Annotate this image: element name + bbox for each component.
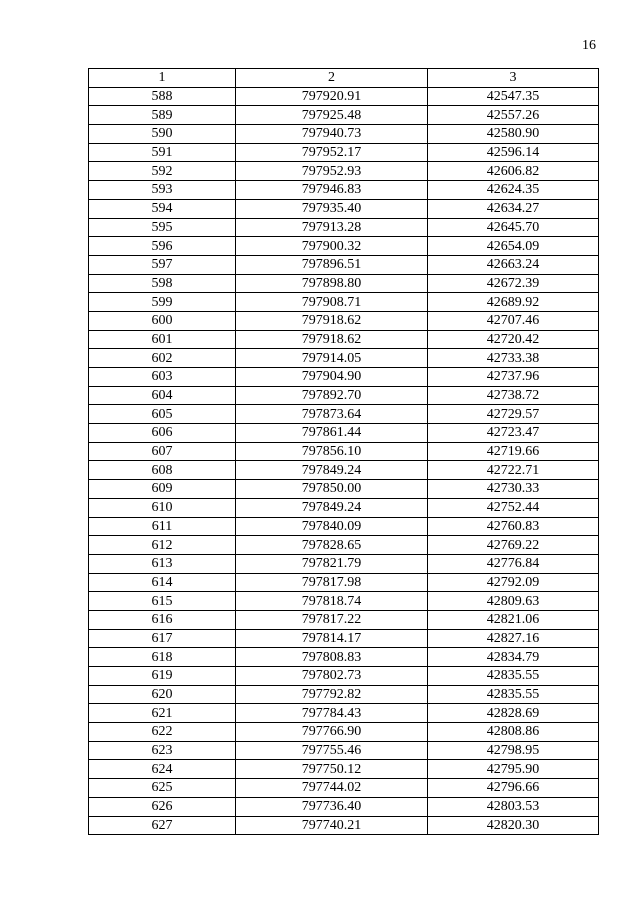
x-coordinate-cell: 797896.51: [236, 255, 428, 274]
x-coordinate-cell: 797850.00: [236, 480, 428, 499]
table-row: [89, 629, 599, 648]
point-number-cell: 593: [89, 181, 236, 200]
table-row: [89, 181, 599, 200]
point-number-cell: 595: [89, 218, 236, 237]
y-coordinate-cell: 42580.90: [428, 125, 599, 144]
x-coordinate-cell: 797814.17: [236, 629, 428, 648]
y-coordinate-cell: 42547.35: [428, 87, 599, 106]
point-number-cell: 610: [89, 498, 236, 517]
point-number-cell: 614: [89, 573, 236, 592]
point-number-cell: 604: [89, 386, 236, 405]
x-coordinate-cell: 797946.83: [236, 181, 428, 200]
y-coordinate-cell: 42835.55: [428, 685, 599, 704]
y-coordinate-cell: 42760.83: [428, 517, 599, 536]
table-row: [89, 237, 599, 256]
y-coordinate-cell: 42689.92: [428, 293, 599, 312]
point-number-cell: 603: [89, 368, 236, 387]
point-number-cell: 602: [89, 349, 236, 368]
point-number-cell: 590: [89, 125, 236, 144]
table-row: [89, 480, 599, 499]
x-coordinate-cell: 797914.05: [236, 349, 428, 368]
y-coordinate-cell: 42795.90: [428, 760, 599, 779]
y-coordinate-cell: 42719.66: [428, 442, 599, 461]
y-coordinate-cell: 42792.09: [428, 573, 599, 592]
point-number-cell: 591: [89, 143, 236, 162]
y-coordinate-cell: 42796.66: [428, 779, 599, 798]
column-header-3: 3: [428, 69, 599, 88]
y-coordinate-cell: 42707.46: [428, 311, 599, 330]
x-coordinate-cell: 797913.28: [236, 218, 428, 237]
table-row: [89, 741, 599, 760]
point-number-cell: 619: [89, 667, 236, 686]
table-row: [89, 797, 599, 816]
table-row: [89, 349, 599, 368]
table-row: [89, 779, 599, 798]
x-coordinate-cell: 797918.62: [236, 311, 428, 330]
table-row: [89, 592, 599, 611]
y-coordinate-cell: 42834.79: [428, 648, 599, 667]
table-row: [89, 162, 599, 181]
table-row: [89, 311, 599, 330]
x-coordinate-cell: 797935.40: [236, 199, 428, 218]
table-row: [89, 125, 599, 144]
point-number-cell: 620: [89, 685, 236, 704]
x-coordinate-cell: 797900.32: [236, 237, 428, 256]
x-coordinate-cell: 797856.10: [236, 442, 428, 461]
point-number-cell: 616: [89, 610, 236, 629]
table-row: [89, 106, 599, 125]
x-coordinate-cell: 797817.98: [236, 573, 428, 592]
x-coordinate-cell: 797908.71: [236, 293, 428, 312]
table-row: [89, 330, 599, 349]
x-coordinate-cell: 797784.43: [236, 704, 428, 723]
x-coordinate-cell: 797808.83: [236, 648, 428, 667]
point-number-cell: 608: [89, 461, 236, 480]
y-coordinate-cell: 42723.47: [428, 424, 599, 443]
x-coordinate-cell: 797898.80: [236, 274, 428, 293]
point-number-cell: 597: [89, 255, 236, 274]
y-coordinate-cell: 42730.33: [428, 480, 599, 499]
point-number-cell: 607: [89, 442, 236, 461]
x-coordinate-cell: 797821.79: [236, 554, 428, 573]
table-row: [89, 143, 599, 162]
point-number-cell: 622: [89, 723, 236, 742]
y-coordinate-cell: 42803.53: [428, 797, 599, 816]
x-coordinate-cell: 797740.21: [236, 816, 428, 835]
table-row: [89, 461, 599, 480]
y-coordinate-cell: 42821.06: [428, 610, 599, 629]
table-row: [89, 386, 599, 405]
point-number-cell: 594: [89, 199, 236, 218]
column-header-2: 2: [236, 69, 428, 88]
point-number-cell: 592: [89, 162, 236, 181]
x-coordinate-cell: 797861.44: [236, 424, 428, 443]
y-coordinate-cell: 42663.24: [428, 255, 599, 274]
y-coordinate-cell: 42835.55: [428, 667, 599, 686]
table-row: [89, 648, 599, 667]
y-coordinate-cell: 42729.57: [428, 405, 599, 424]
x-coordinate-cell: 797892.70: [236, 386, 428, 405]
y-coordinate-cell: 42828.69: [428, 704, 599, 723]
x-coordinate-cell: 797952.93: [236, 162, 428, 181]
point-number-cell: 626: [89, 797, 236, 816]
y-coordinate-cell: 42827.16: [428, 629, 599, 648]
table-row: [89, 498, 599, 517]
point-number-cell: 618: [89, 648, 236, 667]
x-coordinate-cell: 797918.62: [236, 330, 428, 349]
x-coordinate-cell: 797802.73: [236, 667, 428, 686]
y-coordinate-cell: 42722.71: [428, 461, 599, 480]
coordinates-table: [88, 68, 599, 835]
point-number-cell: 623: [89, 741, 236, 760]
x-coordinate-cell: 797952.17: [236, 143, 428, 162]
table-row: [89, 816, 599, 835]
table-row: [89, 199, 599, 218]
table-header-row: [89, 69, 599, 88]
y-coordinate-cell: 42798.95: [428, 741, 599, 760]
point-number-cell: 613: [89, 554, 236, 573]
y-coordinate-cell: 42820.30: [428, 816, 599, 835]
x-coordinate-cell: 797940.73: [236, 125, 428, 144]
x-coordinate-cell: 797744.02: [236, 779, 428, 798]
point-number-cell: 621: [89, 704, 236, 723]
y-coordinate-cell: 42733.38: [428, 349, 599, 368]
table-row: [89, 274, 599, 293]
y-coordinate-cell: 42606.82: [428, 162, 599, 181]
point-number-cell: 627: [89, 816, 236, 835]
y-coordinate-cell: 42752.44: [428, 498, 599, 517]
table-row: [89, 368, 599, 387]
y-coordinate-cell: 42809.63: [428, 592, 599, 611]
x-coordinate-cell: 797925.48: [236, 106, 428, 125]
point-number-cell: 598: [89, 274, 236, 293]
y-coordinate-cell: 42738.72: [428, 386, 599, 405]
x-coordinate-cell: 797849.24: [236, 498, 428, 517]
point-number-cell: 611: [89, 517, 236, 536]
point-number-cell: 624: [89, 760, 236, 779]
point-number-cell: 605: [89, 405, 236, 424]
point-number-cell: 600: [89, 311, 236, 330]
y-coordinate-cell: 42596.14: [428, 143, 599, 162]
point-number-cell: 615: [89, 592, 236, 611]
x-coordinate-cell: 797849.24: [236, 461, 428, 480]
table-row: [89, 517, 599, 536]
table-row: [89, 554, 599, 573]
x-coordinate-cell: 797736.40: [236, 797, 428, 816]
table-row: [89, 424, 599, 443]
y-coordinate-cell: 42808.86: [428, 723, 599, 742]
table-row: [89, 760, 599, 779]
table-row: [89, 573, 599, 592]
table-row: [89, 255, 599, 274]
point-number-cell: 601: [89, 330, 236, 349]
x-coordinate-cell: 797828.65: [236, 536, 428, 555]
x-coordinate-cell: 797920.91: [236, 87, 428, 106]
table-row: [89, 723, 599, 742]
y-coordinate-cell: 42557.26: [428, 106, 599, 125]
table-row: [89, 704, 599, 723]
x-coordinate-cell: 797818.74: [236, 592, 428, 611]
table-body: [89, 87, 599, 835]
x-coordinate-cell: 797755.46: [236, 741, 428, 760]
y-coordinate-cell: 42776.84: [428, 554, 599, 573]
y-coordinate-cell: 42720.42: [428, 330, 599, 349]
table-row: [89, 218, 599, 237]
y-coordinate-cell: 42645.70: [428, 218, 599, 237]
x-coordinate-cell: 797750.12: [236, 760, 428, 779]
table-row: [89, 685, 599, 704]
point-number-cell: 606: [89, 424, 236, 443]
table-row: [89, 87, 599, 106]
point-number-cell: 596: [89, 237, 236, 256]
point-number-cell: 599: [89, 293, 236, 312]
point-number-cell: 589: [89, 106, 236, 125]
page-number: 16: [582, 38, 596, 53]
y-coordinate-cell: 42672.39: [428, 274, 599, 293]
y-coordinate-cell: 42634.27: [428, 199, 599, 218]
point-number-cell: 617: [89, 629, 236, 648]
point-number-cell: 625: [89, 779, 236, 798]
table-row: [89, 667, 599, 686]
table-row: [89, 610, 599, 629]
column-header-1: 1: [89, 69, 236, 88]
x-coordinate-cell: 797840.09: [236, 517, 428, 536]
y-coordinate-cell: 42769.22: [428, 536, 599, 555]
point-number-cell: 612: [89, 536, 236, 555]
y-coordinate-cell: 42737.96: [428, 368, 599, 387]
x-coordinate-cell: 797904.90: [236, 368, 428, 387]
x-coordinate-cell: 797792.82: [236, 685, 428, 704]
table-row: [89, 442, 599, 461]
table-row: [89, 405, 599, 424]
y-coordinate-cell: 42654.09: [428, 237, 599, 256]
point-number-cell: 609: [89, 480, 236, 499]
point-number-cell: 588: [89, 87, 236, 106]
x-coordinate-cell: 797817.22: [236, 610, 428, 629]
table-row: [89, 536, 599, 555]
x-coordinate-cell: 797873.64: [236, 405, 428, 424]
table-row: [89, 293, 599, 312]
x-coordinate-cell: 797766.90: [236, 723, 428, 742]
y-coordinate-cell: 42624.35: [428, 181, 599, 200]
